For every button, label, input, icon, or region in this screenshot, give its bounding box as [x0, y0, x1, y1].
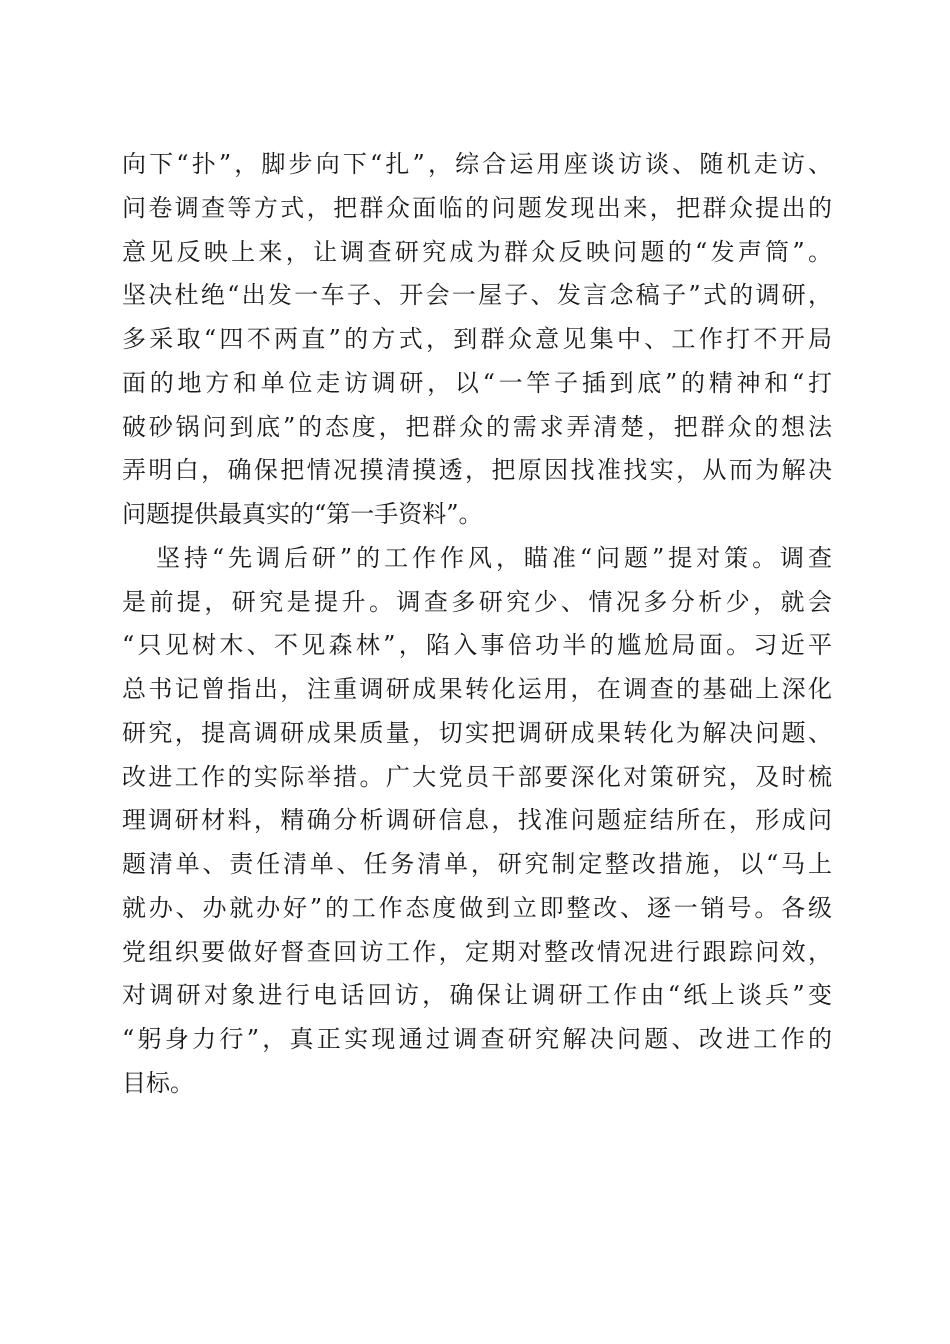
text-line: 是前提，研究是提升。调查多研究少、情况多分析少，就会	[122, 587, 832, 616]
paragraph-start-line: 坚持“先调后研”的工作作风，瞄准“问题”提对策。调查	[128, 543, 832, 572]
text-line: 理调研材料，精确分析调研信息，找准问题症结所在，形成问	[122, 806, 832, 835]
paragraph-end-line: 问题提供最真实的“第一手资料”。	[122, 500, 483, 528]
text-line: 研究，提高调研成果质量，切实把调研成果转化为解决问题、	[122, 718, 832, 747]
text-line: 对调研对象进行电话回访，确保让调研工作由“纸上谈兵”变	[122, 981, 832, 1010]
body-text	[122, 143, 832, 1106]
text-line: 多采取“四不两直”的方式，到群众意见集中、工作打不开局	[122, 325, 832, 353]
text-line: 意见反映上来，让调查研究成为群众反映问题的“发声筒”。	[122, 237, 832, 266]
text-line: 弄明白，确保把情况摸清摸透，把原因找准找实，从而为解决	[122, 456, 832, 485]
text-line: 就办、办就办好”的工作态度做到立即整改、逐一销号。各级	[122, 893, 832, 922]
text-line: 破砂锅问到底”的态度，把群众的需求弄清楚，把群众的想法	[122, 412, 832, 441]
text-line: 总书记曾指出，注重调研成果转化运用，在调查的基础上深化	[122, 675, 832, 703]
text-line: 党组织要做好督查回访工作，定期对整改情况进行跟踪问效，	[122, 937, 832, 966]
text-line: 问卷调查等方式，把群众面临的问题发现出来，把群众提出的	[122, 193, 832, 222]
text-line: 改进工作的实际举措。广大党员干部要深化对策研究，及时梳	[122, 762, 832, 791]
text-line: 面的地方和单位走访调研，以“一竿子插到底”的精神和“打	[122, 368, 832, 397]
text-line: 向下“扑”，脚步向下“扎”，综合运用座谈访谈、随机走访、	[122, 150, 832, 178]
text-line: 题清单、责任清单、任务清单，研究制定整改措施，以“马上	[122, 850, 832, 878]
paragraph-end-line: 目标。	[122, 1068, 194, 1097]
text-line: “躬身力行”，真正实现通过调查研究解决问题、改进工作的	[122, 1025, 832, 1053]
text-line: “只见树木、不见森林”，陷入事倍功半的尴尬局面。习近平	[122, 631, 832, 660]
text-line: 坚决杜绝“出发一车子、开会一屋子、发言念稿子”式的调研，	[122, 281, 832, 310]
